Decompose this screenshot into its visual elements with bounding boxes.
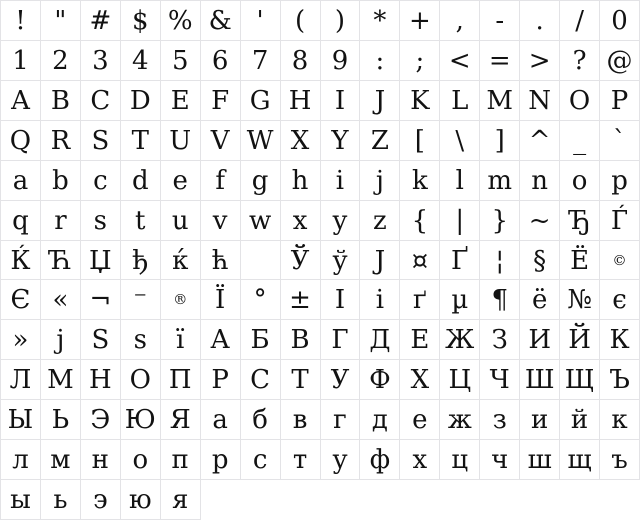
glyph-cell[interactable]: й (560, 400, 600, 440)
glyph-cell[interactable]: д (360, 400, 400, 440)
glyph-cell[interactable]: г (321, 400, 361, 440)
glyph-cell[interactable]: I (321, 81, 361, 121)
glyph-cell[interactable]: ў (321, 241, 361, 281)
glyph-cell[interactable]: т (281, 440, 321, 480)
glyph-cell[interactable]: У (321, 360, 361, 400)
glyph-cell[interactable]: с (241, 440, 281, 480)
glyph-cell[interactable]: 6 (201, 41, 241, 81)
glyph-cell[interactable]: Г (321, 320, 361, 360)
glyph-cell[interactable]: X (281, 121, 321, 161)
glyph-cell[interactable]: є (600, 280, 640, 320)
glyph-cell[interactable]: ю (121, 480, 161, 520)
glyph-cell[interactable]: P (600, 81, 640, 121)
glyph-cell[interactable]: q (1, 201, 41, 241)
glyph-cell[interactable]: ° (241, 280, 281, 320)
superscript-glyph: ® (173, 292, 188, 309)
glyph-cell[interactable]: 8 (281, 41, 321, 81)
glyph-cell[interactable]: ⁻ (121, 280, 161, 320)
glyph-cell[interactable]: U (161, 121, 201, 161)
glyph-cell[interactable]: | (440, 201, 480, 241)
glyph-cell[interactable]: Щ (560, 360, 600, 400)
glyph-cell[interactable]: Й (560, 320, 600, 360)
glyph-cell[interactable]: Q (1, 121, 41, 161)
glyph-cell[interactable]: f (201, 161, 241, 201)
glyph-cell[interactable]: Л (1, 360, 41, 400)
glyph-cell[interactable]: N (520, 81, 560, 121)
glyph-cell[interactable]: p (600, 161, 640, 201)
glyph-cell[interactable]: s (81, 201, 121, 241)
glyph-cell[interactable]: В (281, 320, 321, 360)
glyph-cell[interactable]: ; (400, 41, 440, 81)
glyph-cell[interactable]: Ј (360, 241, 400, 281)
glyph-cell[interactable]: ї (161, 320, 201, 360)
glyph-cell[interactable]: L (440, 81, 480, 121)
glyph-cell[interactable]: Ћ (41, 241, 81, 281)
glyph-cell[interactable]: l (440, 161, 480, 201)
glyph-cell[interactable]: ф (360, 440, 400, 480)
glyph-cell[interactable]: $ (121, 1, 161, 41)
glyph-cell[interactable]: Ф (360, 360, 400, 400)
glyph-cell[interactable]: е (400, 400, 440, 440)
glyph-cell[interactable]: ` (600, 121, 640, 161)
glyph-cell[interactable]: ш (520, 440, 560, 480)
glyph-cell[interactable]: я (161, 480, 201, 520)
glyph-cell[interactable]: W (241, 121, 281, 161)
glyph-cell[interactable]: Ё (560, 241, 600, 281)
glyph-cell[interactable]: _ (560, 121, 600, 161)
glyph-cell[interactable]: % (161, 1, 201, 41)
glyph-cell[interactable]: J (360, 81, 400, 121)
glyph-cell[interactable]: 3 (81, 41, 121, 81)
glyph-cell[interactable]: c (81, 161, 121, 201)
glyph-cell[interactable]: о (121, 440, 161, 480)
glyph-cell[interactable]: щ (560, 440, 600, 480)
glyph-cell[interactable]: Ц (440, 360, 480, 400)
glyph-cell[interactable]: ) (321, 1, 361, 41)
glyph-cell[interactable] (161, 280, 201, 320)
glyph-cell[interactable]: : (360, 41, 400, 81)
glyph-cell[interactable]: - (480, 1, 520, 41)
glyph-cell[interactable]: b (41, 161, 81, 201)
glyph-cell[interactable]: . (520, 1, 560, 41)
glyph-cell[interactable]: и (520, 400, 560, 440)
glyph-cell[interactable]: A (1, 81, 41, 121)
glyph-cell[interactable]: B (41, 81, 81, 121)
glyph-cell[interactable]: D (121, 81, 161, 121)
glyph-cell[interactable]: ¶ (480, 280, 520, 320)
glyph-cell[interactable]: И (520, 320, 560, 360)
glyph-cell[interactable]: x (281, 201, 321, 241)
glyph-cell[interactable]: u (161, 201, 201, 241)
glyph-cell[interactable]: Ы (1, 400, 41, 440)
glyph-cell[interactable]: С (241, 360, 281, 400)
glyph-cell[interactable]: ц (440, 440, 480, 480)
glyph-cell[interactable]: M (480, 81, 520, 121)
glyph-cell[interactable]: Ў (281, 241, 321, 281)
glyph-cell[interactable]: T (121, 121, 161, 161)
glyph-cell[interactable]: ы (1, 480, 41, 520)
glyph-cell[interactable]: 2 (41, 41, 81, 81)
glyph-cell[interactable]: Р (201, 360, 241, 400)
glyph-cell[interactable]: э (81, 480, 121, 520)
glyph-cell[interactable]: t (121, 201, 161, 241)
glyph-cell[interactable]: Ь (41, 400, 81, 440)
glyph-cell[interactable]: h (281, 161, 321, 201)
glyph-cell[interactable]: i (321, 161, 361, 201)
glyph-cell[interactable]: 1 (1, 41, 41, 81)
glyph-cell[interactable]: І (321, 280, 361, 320)
glyph-cell[interactable]: # (81, 1, 121, 41)
glyph-cell[interactable]: ¬ (81, 280, 121, 320)
glyph-cell[interactable]: ќ (161, 241, 201, 281)
glyph-cell[interactable]: Z (360, 121, 400, 161)
glyph-cell[interactable]: і (360, 280, 400, 320)
glyph-cell[interactable]: < (440, 41, 480, 81)
glyph-cell[interactable]: Џ (81, 241, 121, 281)
glyph-cell[interactable]: * (360, 1, 400, 41)
glyph-cell[interactable]: № (560, 280, 600, 320)
glyph-cell[interactable]: Э (81, 400, 121, 440)
glyph-cell[interactable]: ж (440, 400, 480, 440)
glyph-cell[interactable]: § (520, 241, 560, 281)
glyph-cell[interactable]: µ (440, 280, 480, 320)
glyph-cell[interactable]: « (41, 280, 81, 320)
glyph-cell[interactable]: g (241, 161, 281, 201)
glyph-cell[interactable]: м (41, 440, 81, 480)
glyph-cell[interactable]: Ъ (600, 360, 640, 400)
glyph-cell[interactable]: w (241, 201, 281, 241)
glyph-cell[interactable]: Я (161, 400, 201, 440)
glyph-cell[interactable]: 4 (121, 41, 161, 81)
glyph-cell[interactable]: б (241, 400, 281, 440)
glyph-cell[interactable]: + (400, 1, 440, 41)
glyph-cell[interactable]: ] (480, 121, 520, 161)
glyph-cell[interactable]: Ї (201, 280, 241, 320)
glyph-cell-empty (241, 241, 281, 281)
glyph-cell[interactable]: Ґ (440, 241, 480, 281)
glyph-cell[interactable]: ' (241, 1, 281, 41)
glyph-cell[interactable]: Ѓ (600, 201, 640, 241)
glyph-cell[interactable]: ъ (600, 440, 640, 480)
glyph-cell[interactable]: ? (560, 41, 600, 81)
glyph-cell[interactable]: 5 (161, 41, 201, 81)
glyph-cell[interactable]: Д (360, 320, 400, 360)
glyph-cell[interactable]: a (1, 161, 41, 201)
glyph-cell[interactable]: C (81, 81, 121, 121)
glyph-cell[interactable]: m (480, 161, 520, 201)
glyph-cell[interactable]: Ж (440, 320, 480, 360)
glyph-cell[interactable]: л (1, 440, 41, 480)
glyph-cell[interactable]: ± (281, 280, 321, 320)
glyph-cell[interactable]: Ђ (560, 201, 600, 241)
glyph-cell[interactable]: ¦ (480, 241, 520, 281)
glyph-cell[interactable]: Т (281, 360, 321, 400)
glyph-cell[interactable]: Ю (121, 400, 161, 440)
glyph-cell[interactable]: R (41, 121, 81, 161)
glyph-cell[interactable]: ^ (520, 121, 560, 161)
glyph-cell[interactable]: Е (400, 320, 440, 360)
glyph-cell[interactable]: х (400, 440, 440, 480)
glyph-cell[interactable]: H (281, 81, 321, 121)
glyph-cell[interactable]: } (480, 201, 520, 241)
glyph-cell[interactable]: П (161, 360, 201, 400)
glyph-cell[interactable]: Ѕ (81, 320, 121, 360)
glyph-cell[interactable]: » (1, 320, 41, 360)
glyph-cell[interactable]: o (560, 161, 600, 201)
glyph-cell[interactable]: [ (400, 121, 440, 161)
superscript-glyph: © (612, 252, 627, 269)
glyph-cell[interactable]: 7 (241, 41, 281, 81)
glyph-cell[interactable]: ј (41, 320, 81, 360)
glyph-cell[interactable]: = (480, 41, 520, 81)
glyph-cell[interactable]: Y (321, 121, 361, 161)
glyph-cell[interactable]: р (201, 440, 241, 480)
glyph-cell[interactable]: Ш (520, 360, 560, 400)
glyph-cell[interactable] (600, 241, 640, 281)
glyph-cell[interactable]: у (321, 440, 361, 480)
glyph-cell[interactable]: G (241, 81, 281, 121)
glyph-cell[interactable]: Ќ (1, 241, 41, 281)
glyph-cell[interactable]: " (41, 1, 81, 41)
glyph-cell[interactable]: ђ (121, 241, 161, 281)
glyph-cell[interactable]: К (600, 320, 640, 360)
glyph-cell[interactable]: Ч (480, 360, 520, 400)
glyph-cell[interactable]: Н (81, 360, 121, 400)
glyph-cell[interactable]: v (201, 201, 241, 241)
glyph-cell[interactable]: н (81, 440, 121, 480)
glyph-cell[interactable]: Є (1, 280, 41, 320)
glyph-cell[interactable]: & (201, 1, 241, 41)
glyph-cell[interactable]: Х (400, 360, 440, 400)
glyph-cell[interactable]: О (121, 360, 161, 400)
grid-empty-area (201, 480, 640, 520)
glyph-cell[interactable]: K (400, 81, 440, 121)
glyph-cell[interactable]: А (201, 320, 241, 360)
glyph-cell[interactable]: ~ (520, 201, 560, 241)
glyph-cell[interactable]: { (400, 201, 440, 241)
glyph-cell[interactable]: ґ (400, 280, 440, 320)
glyph-cell[interactable]: > (520, 41, 560, 81)
glyph-cell[interactable]: j (360, 161, 400, 201)
glyph-cell[interactable]: z (360, 201, 400, 241)
glyph-cell[interactable]: \ (440, 121, 480, 161)
glyph-cell[interactable]: F (201, 81, 241, 121)
glyph-cell[interactable]: ¤ (400, 241, 440, 281)
glyph-cell[interactable]: 0 (600, 1, 640, 41)
glyph-cell[interactable]: ћ (201, 241, 241, 281)
glyph-cell[interactable]: r (41, 201, 81, 241)
glyph-cell[interactable]: ч (480, 440, 520, 480)
glyph-cell[interactable]: V (201, 121, 241, 161)
glyph-cell[interactable]: з (480, 400, 520, 440)
glyph-cell[interactable]: Б (241, 320, 281, 360)
glyph-cell[interactable]: М (41, 360, 81, 400)
glyph-cell[interactable]: e (161, 161, 201, 201)
glyph-cell[interactable]: в (281, 400, 321, 440)
glyph-cell[interactable]: п (161, 440, 201, 480)
glyph-cell[interactable]: 9 (321, 41, 361, 81)
glyph-cell[interactable]: S (81, 121, 121, 161)
glyph-cell[interactable]: а (201, 400, 241, 440)
glyph-cell[interactable]: ѕ (121, 320, 161, 360)
glyph-cell[interactable]: d (121, 161, 161, 201)
glyph-cell[interactable]: n (520, 161, 560, 201)
glyph-cell[interactable]: ( (281, 1, 321, 41)
glyph-cell[interactable]: @ (600, 41, 640, 81)
glyph-cell[interactable]: O (560, 81, 600, 121)
glyph-cell[interactable]: , (440, 1, 480, 41)
glyph-cell[interactable]: y (321, 201, 361, 241)
glyph-cell[interactable]: к (600, 400, 640, 440)
glyph-cell[interactable]: З (480, 320, 520, 360)
glyph-cell[interactable]: ё (520, 280, 560, 320)
glyph-cell[interactable]: k (400, 161, 440, 201)
glyph-cell[interactable]: ! (1, 1, 41, 41)
glyph-cell[interactable]: E (161, 81, 201, 121)
glyph-cell[interactable]: ь (41, 480, 81, 520)
glyph-cell[interactable]: / (560, 1, 600, 41)
